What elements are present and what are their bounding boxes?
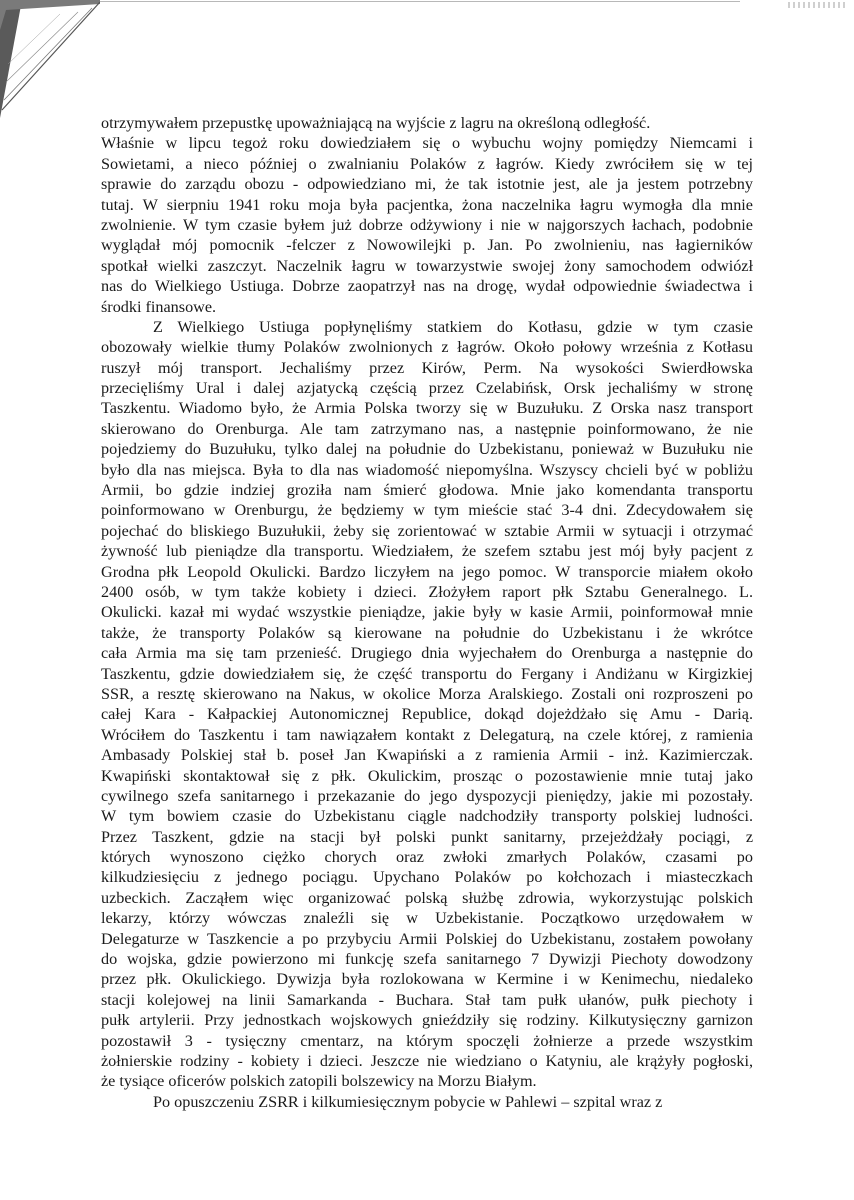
text-line: otrzymywałem przepustkę upoważniającą na wyjście z lagru na określoną odległość. bbox=[101, 114, 651, 132]
text-line: Taszkentu. Wiadomo było, że Armia Polska tworzy się w Buzułuku. Z Orska nasz transport bbox=[101, 399, 753, 418]
scan-corner-artifact bbox=[0, 0, 100, 120]
text-line: zwolnienie. W tym czasie byłem już dobrze odżywiony i nie w najgorszych łachach, podobnie bbox=[101, 215, 753, 234]
document-body-text bbox=[101, 113, 753, 1112]
text-line: tutaj. W sierpniu 1941 roku moja była pacjentka, żona naczelnika łagru wymogła dla mnie bbox=[101, 195, 753, 214]
text-line: żywność lub pieniądze dla transportu. Wiedziałem, że szefem sztabu jest mój były pacjent z bbox=[101, 542, 753, 561]
text-line: cywilnego szefa sanitarnego i przekazanie do jego dyspozycji pieniędzy, jakie mi pozostały. bbox=[101, 786, 753, 805]
text-line: lekarzy, którzy wówczas znaleźli się w Uzbekistanie. Początkowo urzędowałem w bbox=[101, 909, 753, 928]
text-line: wyglądał mój pomocnik -felczer z Nowowilejki p. Jan. Po zwolnieniu, nas łagierników bbox=[101, 236, 753, 255]
text-line: że tysiące oficerów polskich zatopili bolszewicy na Morzu Białym. bbox=[101, 1072, 537, 1091]
text-line: cała Armia ma się tam przenieść. Drugiego dnia wyjechałem do Orenburga a następnie do bbox=[101, 644, 753, 663]
text-line: pojechać do bliskiego Buzułukii, żeby się zorientować w sztabie Armii w sytuacji i otrzymać bbox=[101, 521, 753, 540]
text-line: Okulicki. kazał mi wydać wszystkie pieniądze, jakie były w kasie Armii, poinformował mnie bbox=[101, 603, 753, 622]
text-line: poinformowano w Orenburgu, że będziemy w tym mieście stać 3-4 dni. Zdecydowałem się bbox=[101, 501, 753, 520]
scan-corner-noise bbox=[788, 2, 848, 8]
text-line: nas do Wielkiego Ustiuga. Dobrze zaopatrzył nas na drogę, wydał odpowiednie świadectwa i bbox=[101, 277, 753, 296]
text-line: obozowały wielkie tłumy Polaków zwolnionych z łagrów. Około połowy września z Kotłasu bbox=[101, 338, 753, 357]
text-line: Po opuszczeniu ZSRR i kilkumiesięcznym pobycie w Pahlewi – szpital wraz z bbox=[153, 1092, 663, 1111]
text-line: środki finansowe. bbox=[101, 297, 217, 316]
text-line: Armii, bo gdzie indziej groziła nam śmierć głodowa. Mnie jako komendanta transportu bbox=[101, 481, 753, 500]
text-line: pułk artylerii. Przy jednostkach wojskowych gnieździły się rodziny. Kilkutysięczny garnizon bbox=[101, 1011, 753, 1030]
text-line: 2400 osób, w tym także kobiety i dzieci. Złożyłem raport płk Sztabu Generalnego. L. bbox=[101, 582, 753, 601]
text-line: stacji kolejowej na linii Samarkanda - Buchara. Stał tam pułk ułanów, pułk piechoty i bbox=[101, 990, 753, 1009]
text-line: ruszył mój transport. Jechaliśmy przez Kirów, Perm. Na wysokości Swierdłowska bbox=[101, 358, 753, 377]
text-line: Z Wielkiego Ustiuga popłynęliśmy statkiem do Kotłasu, gdzie w tym czasie bbox=[153, 317, 753, 336]
text-line: których wynoszono ciężko chorych oraz zwłoki zmarłych Polaków, czasami po bbox=[101, 848, 753, 867]
text-line: W tym bowiem czasie do Uzbekistanu ciągle nadchodziły transporty polskiej ludności. bbox=[101, 807, 753, 826]
text-line: Delegaturze w Taszkencie a po przybyciu Armii Polskiej do Uzbekistanu, zostałem powołany bbox=[101, 929, 753, 948]
text-line: Wróciłem do Taszkentu i tam nawiązałem kontakt z Delegaturą, na czele której, z ramienia bbox=[101, 725, 753, 744]
text-line: przecięliśmy Ural i dalej azjatycką częścią przez Czelabińsk, Orsk jechaliśmy w stronę bbox=[101, 379, 753, 398]
scan-top-edge bbox=[100, 1, 740, 2]
text-line: Sowietami, a nieco później o zwalnianiu Polaków z łagrów. Kiedy zwróciłem się w tej bbox=[101, 154, 753, 173]
text-line: sprawie do zarządu obozu - odpowiedziano mi, że tak istotnie jest, ale ja jestem potrzebny bbox=[101, 175, 753, 194]
text-line: kilkudziesięciu z jednego pociągu. Upychano Polaków po kołchozach i miasteczkach bbox=[101, 868, 753, 887]
text-line: pojedziemy do Buzułuku, tylko dalej na południe do Uzbekistanu, ponieważ w Buzułuku nie bbox=[101, 440, 753, 459]
text-line: uzbeckich. Zacząłem więc organizować polską służbę zdrowia, wykorzystując polskich bbox=[101, 888, 753, 907]
text-line: pozostawił 3 - tysięczny cmentarz, na którym spoczęli żołnierze a przede wszystkim bbox=[101, 1031, 753, 1050]
text-line: skierowano do Orenburga. Ale tam zatrzymano nas, a następnie poinformowano, że nie bbox=[101, 419, 753, 438]
text-line: Ambasady Polskiej stał b. poseł Jan Kwapiński a z ramienia Armii - inż. Kazimierczak. bbox=[101, 746, 753, 765]
text-line: SSR, a resztę skierowano na Nakus, w okolice Morza Aralskiego. Zostali oni rozproszeni po bbox=[101, 684, 753, 703]
text-line: do wojska, gdzie powierzono mi funkcję szefa sanitarnego 7 Dywizji Piechoty dowodzony bbox=[101, 950, 753, 969]
text-line: spotkał wielki zaszczyt. Naczelnik łagru w towarzystwie swojej żony samochodem odwiózł bbox=[101, 256, 753, 275]
text-line: Kwapiński skontaktował się z płk. Okulickim, prosząc o pozostawienie mnie tutaj jako bbox=[101, 766, 753, 785]
text-line: Przez Taszkent, gdzie na stacji był polski punkt sanitarny, przejeżdżały pociągi, z bbox=[101, 827, 753, 846]
text-line: Grodna płk Leopold Okulicki. Bardzo liczyłem na jego pomoc. W transporcie miałem około bbox=[101, 562, 753, 581]
text-line: Taszkentu, gdzie dowiedziałem się, że część transportu do Fergany i Andiżanu w Kirgizkiej bbox=[101, 664, 753, 683]
text-line: przez płk. Okulickiego. Dywizja była rozlokowana w Kermine i w Kenimechu, niedaleko bbox=[101, 970, 753, 989]
text-line: Właśnie w lipcu tegoż roku dowiedziałem się o wybuchu wojny pomiędzy Niemcami i bbox=[101, 134, 753, 153]
text-line: żołnierskie rodziny - kobiety i dzieci. Jeszcze nie wiedziano o Katyniu, ale krążyły pogłoski, bbox=[101, 1051, 753, 1070]
text-line: całej Kara - Kałpackiej Autonomicznej Republice, dokąd dojeżdżało się Amu - Darią. bbox=[101, 705, 753, 724]
text-line: także, że transporty Polaków są kierowane na południe do Uzbekistanu i że wkrótce bbox=[101, 623, 753, 642]
text-line: było dla nas miejsca. Była to dla nas wiadomość niepomyślna. Wszyscy chcieli być w pobliżu bbox=[101, 460, 753, 479]
